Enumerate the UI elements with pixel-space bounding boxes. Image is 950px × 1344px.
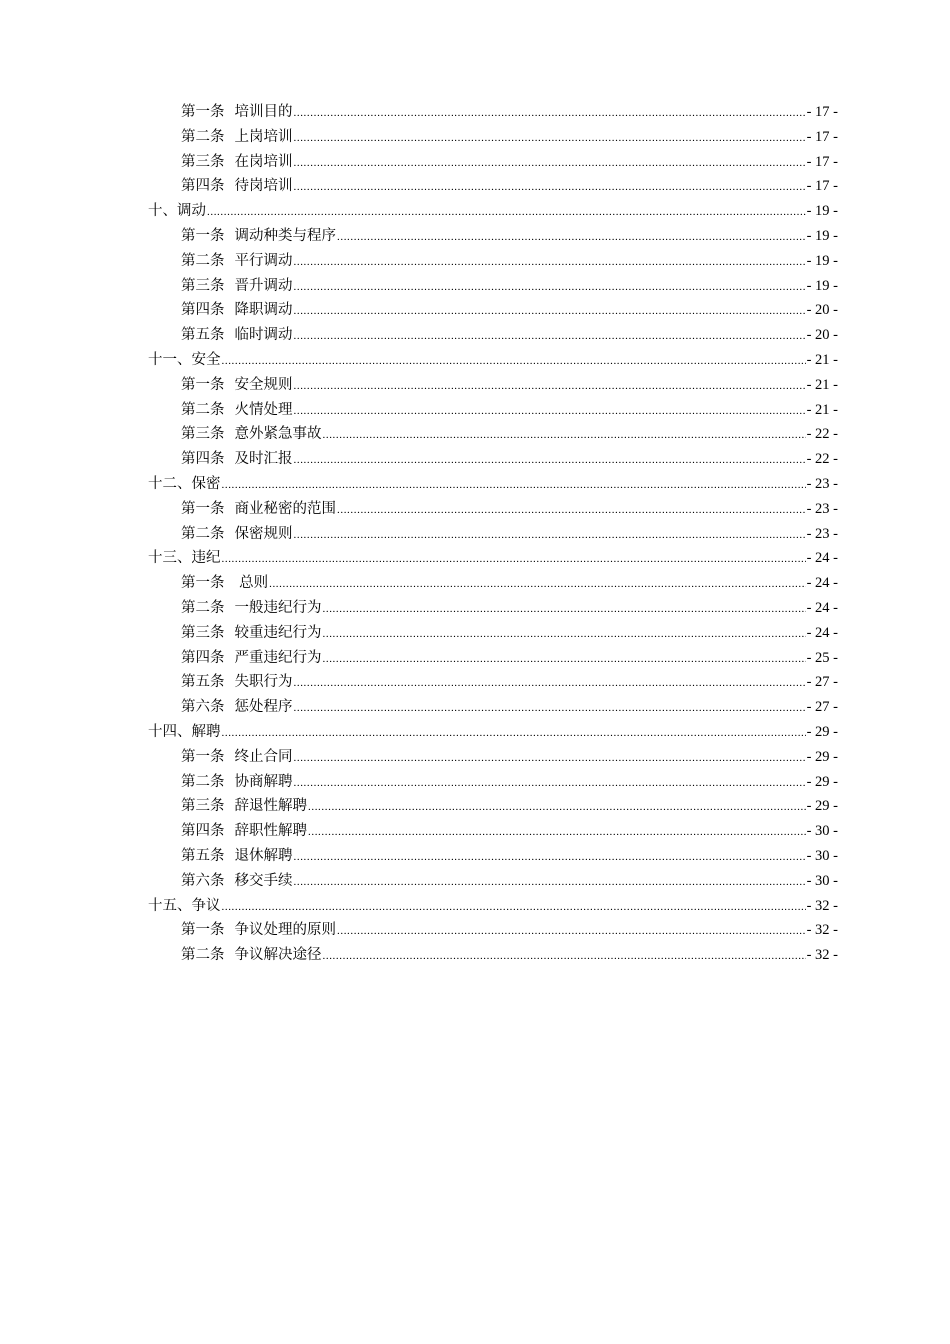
toc-entry-title: 争议处理的原则 (234, 922, 336, 939)
toc-dot-leader (308, 820, 806, 845)
toc-entry-title: 及时汇报 (234, 451, 293, 468)
toc-article-entry[interactable] (148, 695, 838, 720)
toc-page-number: - 24 - (806, 624, 838, 641)
toc-dot-leader (294, 101, 806, 126)
toc-chapter-entry[interactable] (148, 199, 838, 224)
toc-entry-label (148, 199, 206, 224)
toc-entry-title: 安全规则 (234, 376, 293, 393)
toc-entry-number: 十四、 (148, 723, 192, 740)
toc-entry-title: 惩处程序 (234, 699, 293, 716)
toc-entry-number: 第三条 (181, 277, 225, 294)
toc-dot-leader (294, 250, 806, 275)
toc-page-number: - 23 - (806, 475, 838, 492)
toc-entry-number: 第一条 (181, 376, 225, 393)
toc-entry-title: 争议 (191, 897, 221, 914)
toc-entry-title: 待岗培训 (234, 178, 293, 195)
toc-entry-number: 第四条 (181, 178, 225, 195)
toc-entry-label (181, 522, 293, 547)
toc-dot-leader (294, 523, 806, 548)
toc-entry-number: 第三条 (181, 426, 225, 443)
toc-entry-label (181, 323, 293, 348)
toc-entry-number: 十一、 (148, 351, 192, 368)
toc-dot-leader (294, 696, 806, 721)
toc-entry-label (181, 373, 293, 398)
toc-entry-number: 第一条 (181, 104, 225, 120)
toc-dot-leader (294, 399, 806, 424)
toc-page-number: - 27 - (806, 674, 838, 691)
toc-page-number: - 19 - (806, 277, 838, 294)
toc-dot-leader (308, 795, 806, 820)
toc-article-entry[interactable] (148, 770, 838, 795)
toc-entry-title: 意外紧急事故 (234, 426, 322, 443)
toc-chapter-entry[interactable] (148, 348, 838, 373)
toc-entry-number: 第二条 (181, 599, 225, 616)
toc-entry-label (181, 596, 322, 621)
toc-article-entry[interactable] (148, 918, 838, 943)
toc-page-number: - 17 - (806, 178, 838, 195)
toc-entry-number: 第二条 (181, 252, 225, 269)
toc-entry-label (181, 844, 293, 869)
toc-entry-title: 保密 (191, 475, 221, 492)
toc-page-number: - 23 - (806, 525, 838, 542)
toc-entry-label (181, 869, 293, 894)
toc-entry-number: 第四条 (181, 302, 225, 319)
toc-article-entry[interactable] (148, 323, 838, 348)
toc-article-entry[interactable] (148, 249, 838, 274)
toc-page-number: - 19 - (806, 252, 838, 269)
toc-entry-label (181, 646, 322, 671)
toc-entry-title: 解聘 (191, 723, 221, 740)
toc-article-entry[interactable] (148, 522, 838, 547)
toc-page-number: - 30 - (806, 872, 838, 889)
toc-entry-label (181, 695, 293, 720)
toc-page-number: - 21 - (806, 376, 838, 393)
toc-entry-label (181, 298, 293, 323)
toc-entry-number: 第四条 (181, 451, 225, 468)
toc-entry-number: 十二、 (148, 475, 192, 492)
toc-article-entry[interactable] (148, 745, 838, 770)
toc-article-entry[interactable] (148, 447, 838, 472)
toc-dot-leader (337, 919, 806, 944)
toc-dot-leader (294, 448, 806, 473)
toc-dot-leader (222, 721, 806, 746)
toc-entry-label (148, 894, 221, 919)
toc-dot-leader (222, 349, 806, 374)
toc-chapter-entry[interactable] (148, 894, 838, 919)
toc-article-entry[interactable] (148, 794, 838, 819)
toc-article-entry[interactable] (148, 943, 838, 968)
toc-article-entry[interactable] (148, 621, 838, 646)
toc-entry-title: 调动 (177, 203, 206, 220)
toc-entry-label (181, 770, 293, 795)
toc-page-number: - 32 - (806, 922, 838, 939)
toc-entry-title: 上岗培训 (234, 128, 293, 145)
toc-entry-title: 严重违纪行为 (234, 649, 322, 666)
toc-page-number: - 17 - (806, 104, 838, 120)
toc-entry-number: 第二条 (181, 401, 225, 418)
toc-page-number: - 23 - (806, 500, 838, 517)
toc-entry-number: 第三条 (181, 798, 225, 815)
toc-dot-leader (222, 473, 806, 498)
toc-entry-label (181, 150, 293, 175)
toc-dot-leader (323, 423, 806, 448)
toc-entry-label (181, 943, 322, 968)
toc-entry-number: 第一条 (181, 227, 225, 244)
toc-dot-leader (294, 771, 806, 796)
toc-entry-number: 十、 (148, 203, 177, 220)
toc-entry-label (181, 670, 293, 695)
toc-page-number: - 24 - (806, 575, 838, 592)
toc-entry-number: 十五、 (148, 897, 192, 914)
toc-entry-title: 退休解聘 (234, 847, 293, 864)
toc-entry-label (181, 274, 293, 299)
toc-article-entry[interactable] (148, 274, 838, 299)
toc-page-number: - 22 - (806, 426, 838, 443)
toc-entry-number: 第三条 (181, 153, 225, 170)
toc-entry-title: 商业秘密的范围 (234, 500, 336, 517)
toc-entry-label (181, 249, 293, 274)
toc-entry-title: 平行调动 (234, 252, 293, 269)
toc-entry-number: 第三条 (181, 624, 225, 641)
toc-article-entry[interactable] (148, 670, 838, 695)
toc-page-number: - 30 - (806, 847, 838, 864)
toc-entry-number: 第二条 (181, 525, 225, 542)
toc-entry-label (181, 918, 336, 943)
toc-dot-leader (222, 547, 806, 572)
toc-entry-number: 第一条 (181, 748, 225, 765)
toc-entry-label (148, 472, 221, 497)
toc-entry-label (181, 398, 293, 423)
table-of-contents (148, 100, 838, 968)
toc-entry-label (181, 621, 322, 646)
toc-entry-number: 第一条 (181, 500, 225, 517)
toc-article-entry[interactable] (148, 844, 838, 869)
toc-dot-leader (294, 746, 806, 771)
toc-dot-leader (337, 498, 806, 523)
toc-entry-title: 终止合同 (234, 748, 293, 765)
toc-entry-title: 失职行为 (234, 674, 293, 691)
toc-entry-number: 第五条 (181, 847, 225, 864)
toc-article-entry[interactable] (148, 398, 838, 423)
toc-dot-leader (294, 175, 806, 200)
toc-entry-title: 较重违纪行为 (234, 624, 322, 641)
toc-dot-leader (222, 895, 806, 920)
toc-page-number: - 24 - (806, 550, 838, 567)
toc-entry-number: 第五条 (181, 674, 225, 691)
toc-article-entry[interactable] (148, 298, 838, 323)
toc-entry-number: 十三、 (148, 550, 192, 567)
toc-article-entry[interactable] (148, 497, 838, 522)
toc-page-number: - 27 - (806, 699, 838, 716)
toc-entry-title: 晋升调动 (234, 277, 293, 294)
toc-entry-label (181, 125, 293, 150)
toc-entry-number: 第六条 (181, 872, 225, 889)
toc-entry-label (148, 546, 221, 571)
toc-chapter-entry[interactable] (148, 472, 838, 497)
toc-page-number: - 21 - (806, 401, 838, 418)
toc-dot-leader (294, 374, 806, 399)
toc-entry-label (148, 348, 221, 373)
toc-entry-title: 安全 (191, 351, 221, 368)
toc-entry-number: 第五条 (181, 327, 225, 344)
toc-page-number: - 20 - (806, 302, 838, 319)
toc-entry-title: 移交手续 (234, 872, 293, 889)
toc-page-number: - 25 - (806, 649, 838, 666)
toc-entry-label (148, 720, 221, 745)
toc-entry-label (181, 571, 268, 596)
toc-page-number: - 29 - (806, 723, 838, 740)
toc-page-number: - 19 - (806, 227, 838, 244)
toc-entry-title: 在岗培训 (234, 153, 293, 170)
toc-entry-title: 火情处理 (234, 401, 293, 418)
toc-dot-leader (269, 572, 805, 597)
toc-entry-title: 辞职性解聘 (234, 823, 307, 840)
toc-page-number: - 22 - (806, 451, 838, 468)
toc-article-entry[interactable] (148, 422, 838, 447)
toc-entry-title: 培训目的 (234, 104, 293, 120)
toc-entry-label (181, 819, 307, 844)
toc-article-entry[interactable] (148, 571, 838, 596)
toc-page-number: - 29 - (806, 748, 838, 765)
toc-dot-leader (294, 299, 806, 324)
toc-page-number: - 17 - (806, 128, 838, 145)
toc-entry-label (181, 422, 322, 447)
toc-entry-label (181, 794, 307, 819)
toc-dot-leader (323, 944, 806, 969)
toc-page-number: - 30 - (806, 823, 838, 840)
toc-entry-number: 第六条 (181, 699, 225, 716)
toc-entry-label (181, 447, 293, 472)
toc-page-number: - 24 - (806, 599, 838, 616)
toc-dot-leader (294, 126, 806, 151)
toc-entry-label (181, 745, 293, 770)
toc-article-entry[interactable] (148, 150, 838, 175)
toc-entry-label (181, 174, 293, 199)
toc-article-entry[interactable] (148, 596, 838, 621)
toc-entry-label (181, 497, 336, 522)
toc-dot-leader (294, 151, 806, 176)
toc-entry-title: 临时调动 (234, 327, 293, 344)
toc-page-number: - 29 - (806, 773, 838, 790)
toc-page-number: - 32 - (806, 897, 838, 914)
toc-entry-title: 争议解决途径 (234, 947, 322, 964)
toc-dot-leader (207, 200, 806, 225)
toc-entry-title: 保密规则 (234, 525, 293, 542)
toc-page-number: - 32 - (806, 947, 838, 964)
toc-article-entry[interactable] (148, 174, 838, 199)
toc-entry-title: 调动种类与程序 (234, 227, 336, 244)
toc-entry-number: 第二条 (181, 128, 225, 145)
toc-dot-leader (294, 870, 806, 895)
toc-entry-title: 降职调动 (234, 302, 293, 319)
toc-entry-title: 总则 (234, 575, 269, 592)
toc-dot-leader (294, 275, 806, 300)
toc-entry-title: 一般违纪行为 (234, 599, 322, 616)
toc-article-entry[interactable] (148, 125, 838, 150)
toc-dot-leader (323, 622, 806, 647)
toc-page-number: - 17 - (806, 153, 838, 170)
toc-dot-leader (323, 647, 806, 672)
toc-article-entry[interactable] (148, 819, 838, 844)
toc-article-entry[interactable] (148, 224, 838, 249)
toc-entry-number: 第一条 (181, 922, 225, 939)
toc-entry-number: 第一条 (181, 575, 225, 592)
toc-chapter-entry[interactable] (148, 720, 838, 745)
toc-page-number: - 29 - (806, 798, 838, 815)
toc-dot-leader (294, 671, 806, 696)
toc-dot-leader (323, 597, 806, 622)
toc-article-entry[interactable] (148, 869, 838, 894)
toc-entry-number: 第四条 (181, 649, 225, 666)
toc-article-entry[interactable] (148, 646, 838, 671)
toc-entry-number: 第二条 (181, 773, 225, 790)
toc-entry-label (181, 224, 336, 249)
toc-entry-label (181, 100, 293, 125)
toc-page-number: - 21 - (806, 351, 838, 368)
toc-entry-number: 第四条 (181, 823, 225, 840)
toc-entry-title: 违纪 (191, 550, 221, 567)
toc-entry-number: 第二条 (181, 947, 225, 964)
toc-dot-leader (294, 845, 806, 870)
toc-page-number: - 20 - (806, 327, 838, 344)
toc-dot-leader (337, 225, 806, 250)
toc-chapter-entry[interactable] (148, 546, 838, 571)
toc-article-entry[interactable] (148, 373, 838, 398)
toc-entry-title: 辞退性解聘 (234, 798, 307, 815)
toc-entry-title: 协商解聘 (234, 773, 293, 790)
toc-page-number: - 19 - (806, 203, 838, 220)
toc-article-entry[interactable] (148, 100, 838, 125)
toc-dot-leader (294, 324, 806, 349)
